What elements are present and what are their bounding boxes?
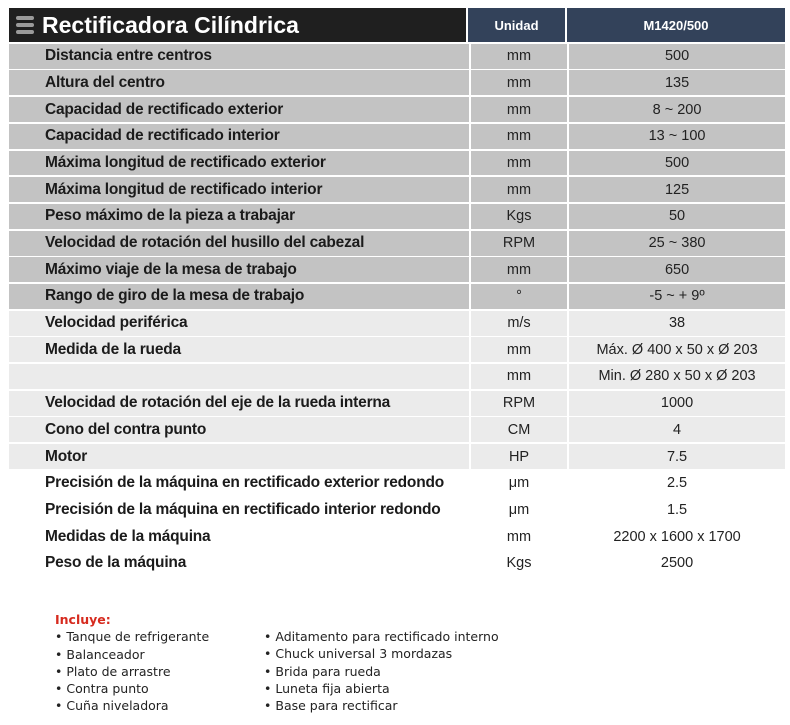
table-row <box>9 44 785 69</box>
spec-value: 2200 x 1600 x 1700 <box>569 524 785 549</box>
spec-unit: mm <box>471 524 567 549</box>
spec-value: 50 <box>569 204 785 229</box>
table-row <box>9 284 785 309</box>
spec-value: 8 ~ 200 <box>569 97 785 122</box>
spec-value: 13 ~ 100 <box>569 124 785 149</box>
includes-item: • Tanque de refrigerante <box>55 628 209 645</box>
table-row <box>9 311 785 336</box>
includes-item: • Balanceador <box>55 646 209 663</box>
spec-value: 1.5 <box>569 497 785 522</box>
includes-item: • Base para rectificar <box>264 697 499 714</box>
table-body <box>9 44 785 576</box>
table-row <box>9 177 785 202</box>
includes-item: • Luneta fija abierta <box>264 680 499 697</box>
spec-label: Medida de la rueda <box>9 337 469 362</box>
table-row <box>9 524 785 549</box>
table-row <box>9 231 785 256</box>
table-row <box>9 551 785 576</box>
spec-value: 1000 <box>569 391 785 416</box>
spec-label: Capacidad de rectificado interior <box>9 124 469 149</box>
spec-label: Cono del contra punto <box>9 417 469 442</box>
table-row <box>9 497 785 522</box>
spec-value: 2.5 <box>569 471 785 496</box>
includes-list-right <box>264 628 499 714</box>
spec-value: -5 ~ + 9º <box>569 284 785 309</box>
includes-list-left <box>55 611 209 715</box>
spec-unit: mm <box>471 337 567 362</box>
spec-unit: mm <box>471 257 567 282</box>
spec-value: 125 <box>569 177 785 202</box>
spec-label: Máxima longitud de rectificado interior <box>9 177 469 202</box>
spec-unit: m/s <box>471 311 567 336</box>
spec-value: 500 <box>569 151 785 176</box>
table-row <box>9 97 785 122</box>
spec-label: Velocidad de rotación del husillo del cabezal <box>9 231 469 256</box>
menu-icon <box>16 13 34 37</box>
includes-item: • Contra punto <box>55 680 209 697</box>
spec-unit: CM <box>471 417 567 442</box>
spec-label: Velocidad periférica <box>9 311 469 336</box>
column-header-unit: Unidad <box>468 8 565 42</box>
table-header <box>9 8 785 42</box>
spec-value: 650 <box>569 257 785 282</box>
spec-unit: mm <box>471 124 567 149</box>
spec-value: 38 <box>569 311 785 336</box>
spec-label: Altura del centro <box>9 70 469 95</box>
includes-item: • Cuña niveladora <box>55 697 209 714</box>
spec-label: Peso de la máquina <box>9 551 469 576</box>
table-row <box>9 257 785 282</box>
spec-unit: mm <box>471 97 567 122</box>
table-row <box>9 471 785 496</box>
table-row <box>9 70 785 95</box>
includes-item: • Brida para rueda <box>264 663 499 680</box>
table-title-cell <box>9 8 466 42</box>
spec-value: 2500 <box>569 551 785 576</box>
includes-item: • Plato de arrastre <box>55 663 209 680</box>
spec-value: 25 ~ 380 <box>569 231 785 256</box>
spec-unit: RPM <box>471 391 567 416</box>
table-row <box>9 364 785 389</box>
spec-unit: mm <box>471 364 567 389</box>
spec-unit: μm <box>471 497 567 522</box>
table-row <box>9 417 785 442</box>
includes-label: Incluye: <box>55 612 111 627</box>
spec-unit: Kgs <box>471 204 567 229</box>
spec-unit: mm <box>471 177 567 202</box>
table-row <box>9 151 785 176</box>
spec-label <box>9 364 469 389</box>
spec-unit: HP <box>471 444 567 469</box>
spec-label: Distancia entre centros <box>9 44 469 69</box>
spec-label: Peso máximo de la pieza a trabajar <box>9 204 469 229</box>
spec-label: Precisión de la máquina en rectificado interior redondo <box>9 497 469 522</box>
includes-item: • Aditamento para rectificado interno <box>264 628 499 645</box>
table-row <box>9 444 785 469</box>
spec-unit: μm <box>471 471 567 496</box>
spec-unit: mm <box>471 151 567 176</box>
includes-item: • Chuck universal 3 mordazas <box>264 645 499 662</box>
spec-unit: ° <box>471 284 567 309</box>
spec-label: Motor <box>9 444 469 469</box>
spec-table <box>9 8 785 576</box>
spec-value: 7.5 <box>569 444 785 469</box>
spec-value: 135 <box>569 70 785 95</box>
spec-label: Medidas de la máquina <box>9 524 469 549</box>
spec-label: Capacidad de rectificado exterior <box>9 97 469 122</box>
column-header-model: M1420/500 <box>567 8 785 42</box>
spec-unit: mm <box>471 70 567 95</box>
table-row <box>9 204 785 229</box>
spec-value: Máx. Ø 400 x 50 x Ø 203 <box>569 337 785 362</box>
table-row <box>9 337 785 362</box>
spec-unit: RPM <box>471 231 567 256</box>
page-title: Rectificadora Cilíndrica <box>42 11 299 38</box>
spec-label: Máximo viaje de la mesa de trabajo <box>9 257 469 282</box>
spec-label: Máxima longitud de rectificado exterior <box>9 151 469 176</box>
spec-label: Velocidad de rotación del eje de la rueda interna <box>9 391 469 416</box>
spec-label: Precisión de la máquina en rectificado exterior redondo <box>9 471 469 496</box>
spec-value: Min. Ø 280 x 50 x Ø 203 <box>569 364 785 389</box>
table-row <box>9 124 785 149</box>
spec-unit: mm <box>471 44 567 69</box>
table-row <box>9 391 785 416</box>
spec-label: Rango de giro de la mesa de trabajo <box>9 284 469 309</box>
spec-unit: Kgs <box>471 551 567 576</box>
spec-value: 4 <box>569 417 785 442</box>
spec-value: 500 <box>569 44 785 69</box>
